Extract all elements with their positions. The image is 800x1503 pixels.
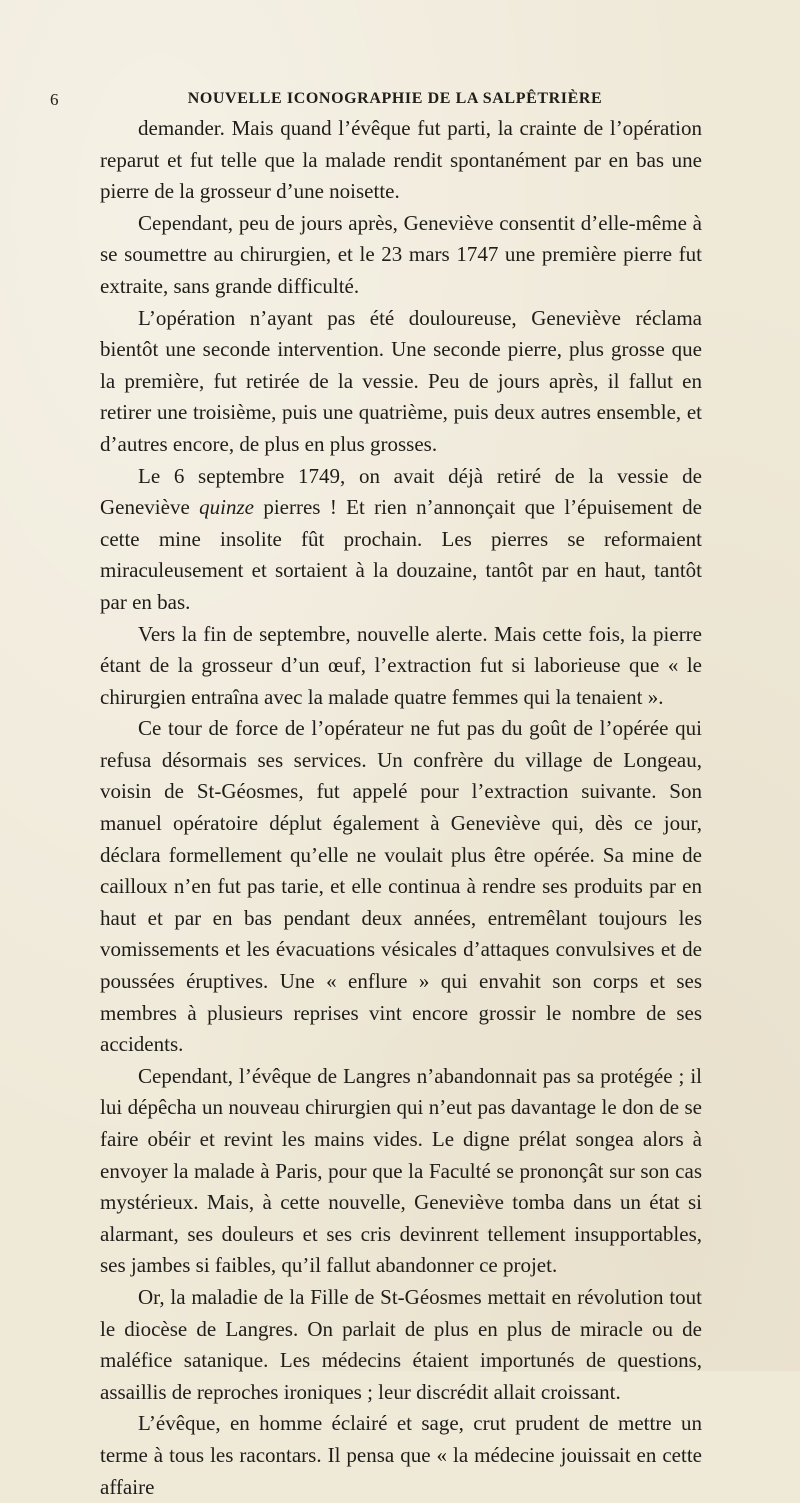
paragraph: L’évêque, en homme éclairé et sage, crut prudent de mettre un terme à tous les racontars. Il pensa que « la médecine jouissait en cette affaire xyxy=(100,1411,702,1499)
paragraph xyxy=(100,461,702,619)
paragraph: Vers la fin de septembre, nouvelle alerte. Mais cette fois, la pierre étant de la grosseur d’un œuf, l’extraction fut si laborieuse que « le chirurgien entraîna avec la malade quatre femmes qui la tenaient ». xyxy=(100,621,702,709)
italic-word: quinze xyxy=(199,495,254,520)
paragraph: Cependant, l’évêque de Langres n’abandonnait pas sa protégée ; il lui dépêcha un nouveau chirurgien qui n’eut pas davantage le don de se faire obéir et revint les mains vides. Le digne prélat songea alors à envoyer la malade à Paris, pour que la Faculté se prononçât sur son cas mystérieux. Mais, à cette nouvelle, Geneviève tomba dans un état si alarmant, ses douleurs et ses cris devinrent tellement insupportables, ses jambes si faibles, qu’il fallut abandonner ce projet. xyxy=(100,1063,702,1278)
page-number: 6 xyxy=(50,90,59,109)
running-title: NOUVELLE ICONOGRAPHIE DE LA SALPÊTRIÈRE xyxy=(187,90,603,107)
running-header xyxy=(50,90,740,114)
body-text xyxy=(100,113,702,1503)
paragraph-text-before: Le 6 septembre 1749, on avait déjà retiré de la vessie de Geneviève xyxy=(100,463,702,520)
paragraph: Or, la maladie de la Fille de St-Géosmes mettait en révolution tout le diocèse de Langres. On parlait de plus en plus de miracle ou de maléfice satanique. Les médecins étaient importunés de questions, assaillis de reproches ironiques ; leur discrédit allait croissant. xyxy=(100,1284,702,1404)
paragraph-text-after: pierres ! Et rien n’annonçait que l’épuisement de cette mine insolite fût prochain. Les pierres se reformaient miraculeusement et sortaient à la douzaine, tantôt par en haut, tantôt par en bas. xyxy=(100,495,702,614)
paragraph: demander. Mais quand l’évêque fut parti, la crainte de l’opération reparut et fut telle que la malade rendit spontanément par en bas une pierre de la grosseur d’une noisette. xyxy=(100,116,702,204)
paragraph: L’opération n’ayant pas été douloureuse, Geneviève réclama bientôt une seconde intervention. Une seconde pierre, plus grosse que la première, fut retirée de la vessie. Peu de jours après, il fallut en retirer une troisième, puis une quatrième, puis deux autres ensemble, et d’autres encore, de plus en plus grosses. xyxy=(100,305,702,456)
paragraph: Ce tour de force de l’opérateur ne fut pas du goût de l’opérée qui refusa désormais ses services. Un confrère du village de Longeau, voisin de St-Géosmes, fut appelé pour l’extraction suivante. Son manuel opératoire déplut également à Geneviève qui, dès ce jour, déclara formellement qu’elle ne voulait plus être opérée. Sa mine de cailloux n’en fut pas tarie, et elle continua à rendre ses produits par en haut et par en bas pendant deux années, entremêlant toujours les vomissements et les évacuations vésicales d’attaques convulsives et de poussées éruptives. Une « enflure » qui envahit son corps et ses membres à plusieurs reprises vint encore grossir le nombre de ses accidents. xyxy=(100,716,702,1057)
paragraph: Cependant, peu de jours après, Geneviève consentit d’elle-même à se soumettre au chirurgien, et le 23 mars 1747 une première pierre fut extraite, sans grande difficulté. xyxy=(100,210,702,298)
